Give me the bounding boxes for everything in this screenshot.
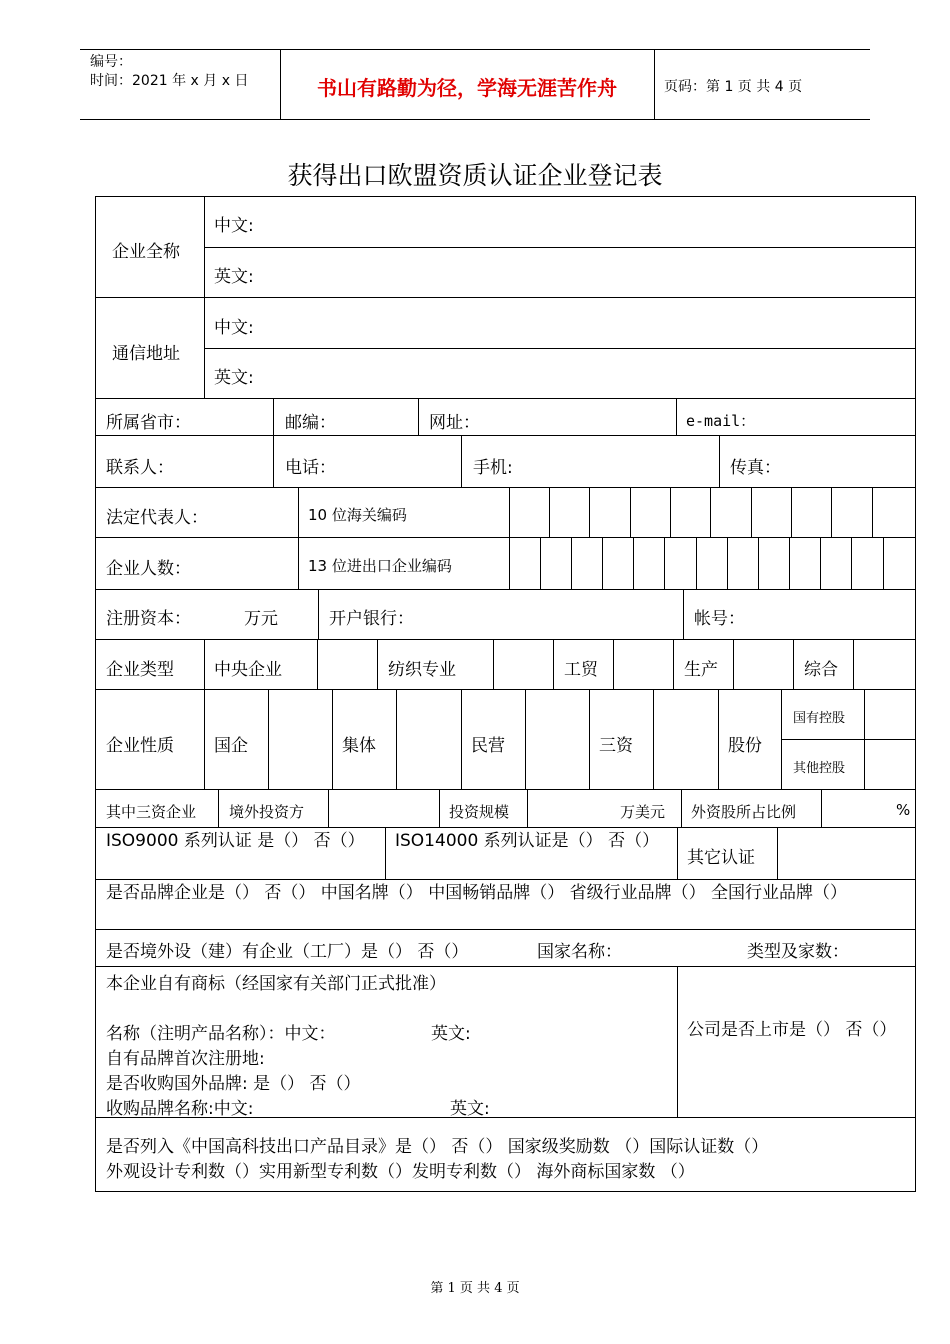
bank-field[interactable]: 开户银行： [329, 609, 414, 629]
ie-code-label: 13 位进出口企业编码 [308, 557, 452, 575]
trademark-name-en[interactable]: 英文: [431, 1024, 471, 1044]
account-field[interactable]: 帐号： [694, 609, 745, 629]
wanyuan-unit: 万元 [244, 609, 278, 629]
state-holding-label: 国有控股 [793, 711, 846, 726]
country-name-field[interactable]: 国家名称： [537, 942, 622, 962]
company-type-label: 企业类型 [106, 660, 174, 680]
registration-form [95, 196, 916, 1192]
province-field[interactable]: 所属省市： [106, 413, 191, 433]
other-holding-label: 其他控股 [793, 761, 846, 776]
type-central: 中央企业 [214, 660, 282, 680]
employees-field[interactable]: 企业人数： [106, 559, 191, 579]
other-cert-label: 其它认证 [687, 848, 755, 868]
email-field[interactable]: e-mail： [686, 412, 756, 430]
hitech-line1[interactable]: 是否列入《中国高科技出口产品目录》是（） 否（） 国家级奖励数 （）国际认证数（） [106, 1137, 769, 1157]
brand-field[interactable]: 是否品牌企业是（） 否（） 中国名牌（） 中国畅销品牌（） 省级行业品牌（） 全国行业品牌（） [106, 883, 848, 903]
mobile-field[interactable]: 手机: [473, 458, 513, 478]
type-comprehensive: 综合 [804, 660, 838, 680]
invest-scale-label: 投资规模 [449, 803, 510, 821]
page-title: 获得出口欧盟资质认证企业登记表 [287, 161, 663, 190]
iso9000-field[interactable]: ISO9000 系列认证 是（） 否（） [106, 831, 365, 851]
foreign-ratio-label: 外资股所占比例 [691, 803, 797, 821]
type-count-field[interactable]: 类型及家数： [747, 942, 849, 962]
type-textile: 纺织专业 [388, 660, 456, 680]
time-label: 时间：2021 年 x 月 x 日 [90, 73, 249, 89]
postcode-field[interactable]: 邮编： [285, 413, 336, 433]
header-meta [90, 53, 248, 119]
nature-collective: 集体 [342, 736, 376, 756]
contact-field[interactable]: 联系人： [106, 458, 174, 478]
address-en[interactable]: 英文: [214, 368, 254, 388]
nature-label: 企业性质 [106, 736, 174, 756]
motto: 书山有路勤为径，学海无涯苦作舟 [317, 76, 617, 100]
nature-shareholding: 股份 [728, 736, 762, 756]
page-footer: 第 1 页 共 4 页 [430, 1281, 520, 1296]
company-name-en[interactable]: 英文: [214, 267, 254, 287]
acquire-field[interactable]: 是否收购国外品牌: 是（） 否（） [106, 1074, 361, 1094]
type-trade: 工贸 [564, 660, 598, 680]
foreign-invested-label: 其中三资企业 [106, 803, 197, 821]
first-reg-field[interactable]: 自有品牌首次注册地: [106, 1049, 265, 1069]
customs-code-label: 10 位海关编码 [308, 506, 407, 524]
foreign-investor-label: 境外投资方 [229, 803, 305, 821]
address-label: 通信地址 [112, 344, 180, 364]
nature-state: 国企 [214, 736, 248, 756]
type-production: 生产 [684, 660, 718, 680]
acquired-name-cn[interactable]: 收购品牌名称:中文: [106, 1099, 254, 1119]
hitech-line2[interactable]: 外观设计专利数（）实用新型专利数（）发明专利数（） 海外商标国家数 （） [106, 1162, 695, 1182]
iso14000-field[interactable]: ISO14000 系列认证是（） 否（） [395, 831, 660, 851]
nature-foreign: 三资 [599, 736, 633, 756]
overseas-field[interactable]: 是否境外设（建）有企业（工厂）是（） 否（） [106, 942, 469, 962]
acquired-name-en[interactable]: 英文: [450, 1099, 490, 1119]
phone-field[interactable]: 电话： [285, 458, 336, 478]
listed-field[interactable]: 公司是否上市是（） 否（） [687, 1020, 897, 1040]
reg-capital-label: 注册资本： [106, 609, 191, 629]
page-info: 页码：第 1 页 共 4 页 [664, 79, 803, 95]
fax-field[interactable]: 传真： [730, 458, 781, 478]
website-field[interactable]: 网址： [429, 413, 480, 433]
address-cn[interactable]: 中文: [214, 318, 254, 338]
legal-rep-field[interactable]: 法定代表人： [106, 508, 208, 528]
trademark-name-cn[interactable]: 名称（注明产品名称）：中文： [106, 1024, 336, 1044]
percent-unit: % [896, 801, 911, 819]
page-header [80, 49, 870, 120]
usd-unit: 万美元 [620, 803, 666, 821]
serial-label: 编号： [90, 54, 132, 70]
trademark-title: 本企业自有商标（经国家有关部门正式批准） [106, 974, 446, 994]
company-name-label: 企业全称 [112, 242, 180, 262]
nature-private: 民营 [471, 736, 505, 756]
company-name-cn[interactable]: 中文: [214, 216, 254, 236]
